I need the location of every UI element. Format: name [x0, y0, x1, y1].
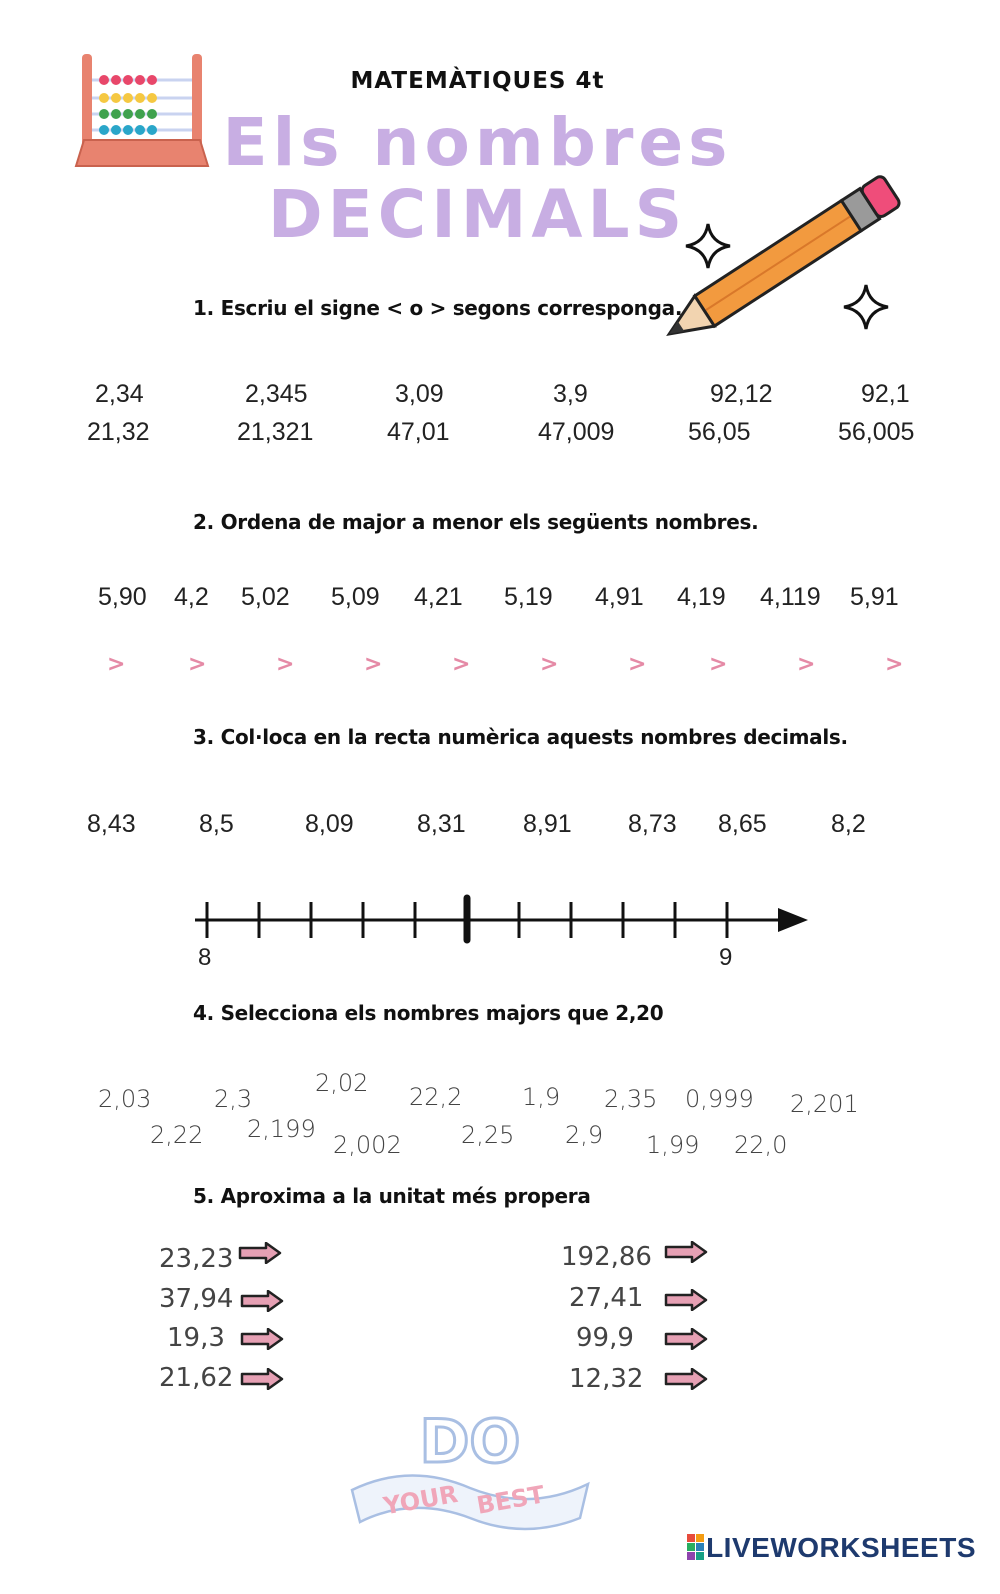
q3-number: 8,91 — [523, 810, 572, 838]
q5-number: 27,41 — [569, 1283, 644, 1313]
q3-number: 8,31 — [417, 810, 466, 838]
arrow-right-icon — [664, 1328, 708, 1350]
question-1-label: 1. Escriu el signe < o > segons corresponga. — [193, 296, 683, 320]
q4-number[interactable]: 2,9 — [565, 1121, 604, 1149]
q4-number[interactable]: 2,002 — [333, 1131, 402, 1159]
q4-number[interactable]: 2,201 — [790, 1090, 859, 1118]
q1-number: 3,09 — [395, 380, 444, 408]
q1-number: 92,12 — [710, 380, 773, 408]
q1-number: 47,01 — [387, 418, 450, 446]
q4-number[interactable]: 22,2 — [409, 1083, 463, 1111]
worksheet-subtitle: MATEMÀTIQUES 4t — [350, 68, 605, 94]
q4-number[interactable]: 2,199 — [247, 1115, 316, 1143]
q3-number: 8,65 — [718, 810, 767, 838]
q5-number: 12,32 — [569, 1364, 644, 1394]
q4-number[interactable]: 2,25 — [461, 1121, 515, 1149]
q4-number[interactable]: 2,3 — [214, 1085, 253, 1113]
arrow-right-icon — [664, 1289, 708, 1311]
q1-number: 3,9 — [553, 380, 588, 408]
q2-number: 4,2 — [174, 583, 209, 611]
greater-than-sign: > — [276, 652, 295, 677]
greater-than-sign: > — [452, 652, 471, 677]
q2-number: 5,91 — [850, 583, 899, 611]
q1-number: 47,009 — [538, 418, 615, 446]
q3-number: 8,43 — [87, 810, 136, 838]
arrow-right-icon — [240, 1368, 284, 1390]
arrow-right-icon — [238, 1242, 282, 1264]
q5-number: 21,62 — [159, 1363, 234, 1393]
arrow-right-icon — [664, 1368, 708, 1390]
q4-number[interactable]: 2,03 — [98, 1085, 152, 1113]
q5-number: 192,86 — [561, 1242, 652, 1272]
q1-number: 92,1 — [861, 380, 910, 408]
q5-number: 99,9 — [576, 1323, 634, 1353]
q1-number: 56,005 — [838, 418, 915, 446]
greater-than-sign: > — [628, 652, 647, 677]
q4-number[interactable]: 2,02 — [315, 1069, 369, 1097]
number-line-start-label: 8 — [198, 944, 212, 971]
q1-number: 21,321 — [237, 418, 314, 446]
question-4-label: 4. Selecciona els nombres majors que 2,20 — [193, 1001, 664, 1025]
question-3-label: 3. Col·loca en la recta numèrica aquests nombres decimals. — [193, 725, 848, 749]
your-text: YOUR — [381, 1479, 460, 1521]
best-text: BEST — [474, 1480, 547, 1520]
do-your-best-badge — [340, 1400, 600, 1540]
greater-than-sign: > — [709, 652, 728, 677]
q2-number: 4,21 — [414, 583, 463, 611]
q1-number: 2,34 — [95, 380, 144, 408]
question-5-label: 5. Aproxima a la unitat més propera — [193, 1184, 591, 1208]
worksheet-title-line1: Els nombres — [222, 104, 733, 181]
greater-than-sign: > — [885, 652, 904, 677]
q4-number[interactable]: 2,22 — [150, 1121, 204, 1149]
q4-number[interactable]: 1,9 — [522, 1083, 561, 1111]
q2-number: 5,19 — [504, 583, 553, 611]
q3-number: 8,5 — [199, 810, 234, 838]
q2-number: 4,119 — [760, 583, 821, 611]
greater-than-sign: > — [188, 652, 207, 677]
q1-number: 2,345 — [245, 380, 308, 408]
greater-than-sign: > — [540, 652, 559, 677]
q4-number[interactable]: 0,999 — [685, 1085, 754, 1113]
q4-number[interactable]: 22,0 — [734, 1131, 788, 1159]
q3-number: 8,09 — [305, 810, 354, 838]
do-text: DO — [419, 1407, 521, 1477]
sparkle-icon — [684, 222, 732, 270]
q4-number[interactable]: 2,35 — [604, 1085, 658, 1113]
q5-number: 23,23 — [159, 1244, 234, 1274]
number-line — [180, 890, 820, 950]
q2-number: 5,09 — [331, 583, 380, 611]
liveworksheets-brand[interactable]: LIVEWORKSHEETS — [706, 1532, 976, 1563]
arrow-right-icon — [664, 1241, 708, 1263]
q5-number: 37,94 — [159, 1284, 234, 1314]
q2-number: 5,90 — [98, 583, 147, 611]
sparkle-icon — [842, 283, 890, 331]
q2-number: 4,91 — [595, 583, 644, 611]
arrow-right-icon — [240, 1290, 284, 1312]
question-2-label: 2. Ordena de major a menor els següents nombres. — [193, 510, 759, 534]
q2-number: 5,02 — [241, 583, 290, 611]
greater-than-sign: > — [797, 652, 816, 677]
q3-number: 8,73 — [628, 810, 677, 838]
greater-than-sign: > — [364, 652, 383, 677]
q2-number: 4,19 — [677, 583, 726, 611]
q5-number: 19,3 — [167, 1323, 225, 1353]
q4-number[interactable]: 1,99 — [646, 1131, 700, 1159]
q1-number: 56,05 — [688, 418, 751, 446]
greater-than-sign: > — [107, 652, 126, 677]
number-line-end-label: 9 — [719, 944, 733, 971]
worksheet-title-line2: DECIMALS — [267, 176, 688, 253]
q3-number: 8,2 — [831, 810, 866, 838]
arrow-right-icon — [240, 1328, 284, 1350]
q1-number: 21,32 — [87, 418, 150, 446]
